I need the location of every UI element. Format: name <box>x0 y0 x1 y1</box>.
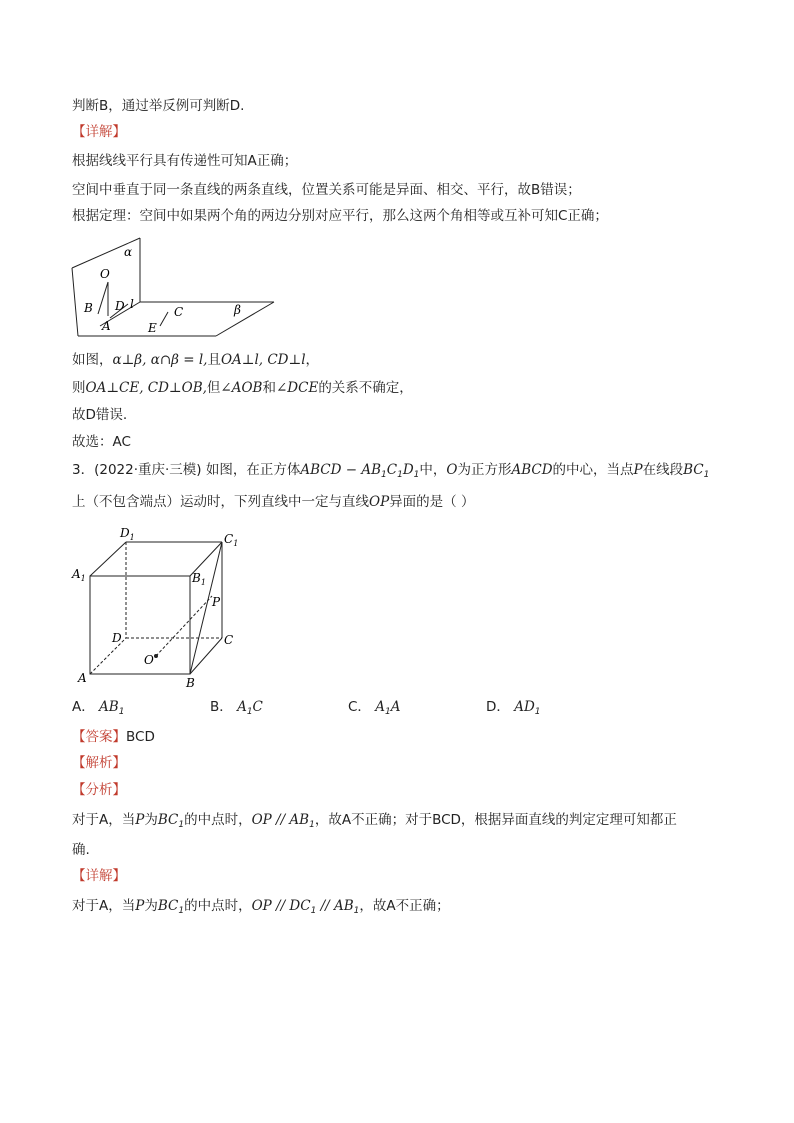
answer-line: 【答案】BCD <box>72 729 155 745</box>
fig2-label: D <box>112 631 122 645</box>
text-line: 对于A，当P为$BC_1$的中点时，OP // $DC_1 // AB_1$，故A不正确； <box>72 898 450 916</box>
fig2-label: A <box>78 671 87 685</box>
option-b: B． $A_1C$ <box>210 699 263 717</box>
figure-cube <box>70 524 250 692</box>
fig1-label: β <box>234 303 241 317</box>
text-line: 判断B，通过举反例可判断D. <box>72 98 245 114</box>
text-line: 对于A，当P为$BC_1$的中点时，OP // $AB_1$，故A不正确；对于BCD，根据异面直线的判定定理可知都正 <box>72 812 677 830</box>
fig2-label: B <box>186 676 195 690</box>
section-label-fenxi: 【分析】 <box>72 782 126 798</box>
text-line: 根据定理：空间中如果两个角的两边分别对应平行，那么这两个角相等或互补可知C正确； <box>72 208 608 224</box>
text-line: 则OA⊥CE, CD⊥OB,但∠AOB和∠DCE的关系不确定， <box>72 380 413 396</box>
section-label-detail: 【详解】 <box>72 124 126 140</box>
section-label-analysis: 【解析】 <box>72 755 126 771</box>
option-c: C． $A_1A$ <box>348 699 401 717</box>
section-label-detail-2: 【详解】 <box>72 868 126 884</box>
text-line: 如图，α⊥β, α∩β = l,且OA⊥l, CD⊥l， <box>72 352 320 368</box>
text-line: 故选：AC <box>72 434 131 450</box>
fig1-label: B <box>84 301 93 315</box>
option-a: A． $AB_1$ <box>72 699 125 717</box>
fig1-label: E <box>148 321 157 335</box>
fig1-label: l <box>130 297 134 311</box>
figure-perpendicular-planes <box>70 234 280 340</box>
text-line: 根据线线平行具有传递性可知A正确； <box>72 153 298 169</box>
fig1-label: D <box>115 299 125 313</box>
fig2-label: $D_1$ <box>120 526 135 542</box>
text-line: 故D错误. <box>72 407 128 423</box>
fig1-label: A <box>102 319 111 333</box>
fig2-label: $A_1$ <box>72 567 86 583</box>
fig2-label: P <box>212 595 221 609</box>
fig2-label: C <box>224 633 234 647</box>
question-3-line2: 上（不包含端点）运动时，下列直线中一定与直线OP异面的是（ ） <box>72 494 475 510</box>
fig2-label: $B_1$ <box>192 571 206 587</box>
fig1-label: α <box>124 245 133 259</box>
option-d: D． $AD_1$ <box>486 699 541 717</box>
question-3-line1: 3．(2022·重庆·三模) 如图，在正方体ABCD − $AB_1C_1D_1$中，O为正方形ABCD的中心，当点P在线段$BC_1$ <box>72 462 710 480</box>
fig2-label: O <box>144 653 154 667</box>
fig1-label: O <box>100 267 110 281</box>
fig2-label: $C_1$ <box>224 532 239 548</box>
text-line: 确. <box>72 842 90 858</box>
fig1-label: C <box>174 305 184 319</box>
text-line: 空间中垂直于同一条直线的两条直线，位置关系可能是异面、相交、平行，故B错误； <box>72 182 581 198</box>
